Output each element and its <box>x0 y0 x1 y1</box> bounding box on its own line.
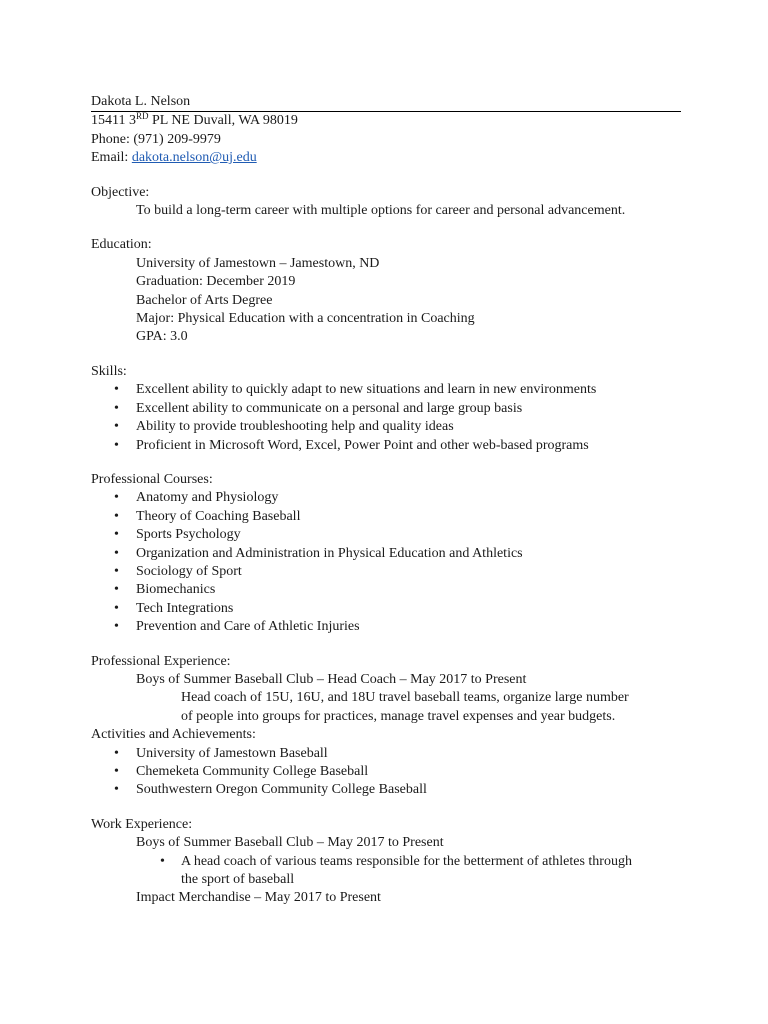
objective-text: To build a long-term career with multiple options for career and personal advancement. <box>136 203 626 219</box>
course-item: • Prevention and Care of Athletic Injuries <box>91 618 681 636</box>
skill-item: • Proficient in Microsoft Word, Excel, Power Point and other web-based programs <box>91 437 681 455</box>
course-item: • Tech Integrations <box>91 600 681 618</box>
course-item: • Sociology of Sport <box>91 563 681 581</box>
course-item: • Theory of Coaching Baseball <box>91 508 681 526</box>
work-job-2: Impact Merchandise – May 2017 to Present <box>136 890 381 906</box>
pro-experience-heading: Professional Experience: <box>91 653 231 669</box>
address-street: PL NE Duvall, WA 98019 <box>148 113 298 129</box>
email-line <box>91 149 681 167</box>
course-item: • Sports Psychology <box>91 526 681 544</box>
skills-heading: Skills: <box>91 363 127 379</box>
address-number: 15411 3 <box>91 113 136 129</box>
course-item: • Anatomy and Physiology <box>91 489 681 507</box>
work-job-1: Boys of Summer Baseball Club – May 2017 to Present <box>136 835 444 851</box>
objective-heading: Objective: <box>91 184 150 200</box>
skill-item: • Excellent ability to communicate on a personal and large group basis <box>91 400 681 418</box>
education-major: Major: Physical Education with a concentration in Coaching <box>136 311 475 327</box>
activities-list <box>91 745 681 800</box>
pro-experience-desc-line1: Head coach of 15U, 16U, and 18U travel baseball teams, organize large number <box>181 690 629 706</box>
work-job-1-bullet-line2: the sport of baseball <box>181 872 295 888</box>
resume-document <box>91 93 681 908</box>
email-label: Email: <box>91 150 132 166</box>
course-item: • Biomechanics <box>91 581 681 599</box>
activity-item: • University of Jamestown Baseball <box>91 745 681 763</box>
education-school: University of Jamestown – Jamestown, ND <box>136 255 380 271</box>
address-superscript: RD <box>135 111 149 122</box>
work-job-1-bullets <box>91 853 681 890</box>
courses-heading: Professional Courses: <box>91 471 213 487</box>
work-heading: Work Experience: <box>91 816 193 832</box>
email-link[interactable]: dakota.nelson@uj.edu <box>131 150 257 166</box>
activity-item: • Chemeketa Community College Baseball <box>91 763 681 781</box>
candidate-name <box>91 93 681 112</box>
education-heading: Education: <box>91 237 152 253</box>
phone-line: Phone: (971) 209-9979 <box>91 131 221 147</box>
work-job-1-bullet-line1: • A head coach of various teams responsible for the betterment of athletes through <box>181 853 632 869</box>
course-item: • Organization and Administration in Physical Education and Athletics <box>91 545 681 563</box>
activity-item: • Southwestern Oregon Community College Baseball <box>91 781 681 799</box>
education-gpa: GPA: 3.0 <box>136 329 188 345</box>
pro-experience-desc-line2: of people into groups for practices, manage travel expenses and year budgets. <box>181 708 616 724</box>
education-degree: Bachelor of Arts Degree <box>136 292 273 308</box>
education-graduation: Graduation: December 2019 <box>136 274 296 290</box>
skills-list <box>91 381 681 455</box>
pro-experience-role: Boys of Summer Baseball Club – Head Coach – May 2017 to Present <box>136 671 527 687</box>
work-job-1-bullet <box>91 853 681 890</box>
courses-list <box>91 489 681 636</box>
skill-item: • Excellent ability to quickly adapt to new situations and learn in new environments <box>91 381 681 399</box>
activities-heading: Activities and Achievements: <box>91 727 256 743</box>
skill-item: • Ability to provide troubleshooting help and quality ideas <box>91 418 681 436</box>
candidate-name-text: Dakota L. Nelson <box>91 94 191 109</box>
address-line <box>91 112 681 130</box>
